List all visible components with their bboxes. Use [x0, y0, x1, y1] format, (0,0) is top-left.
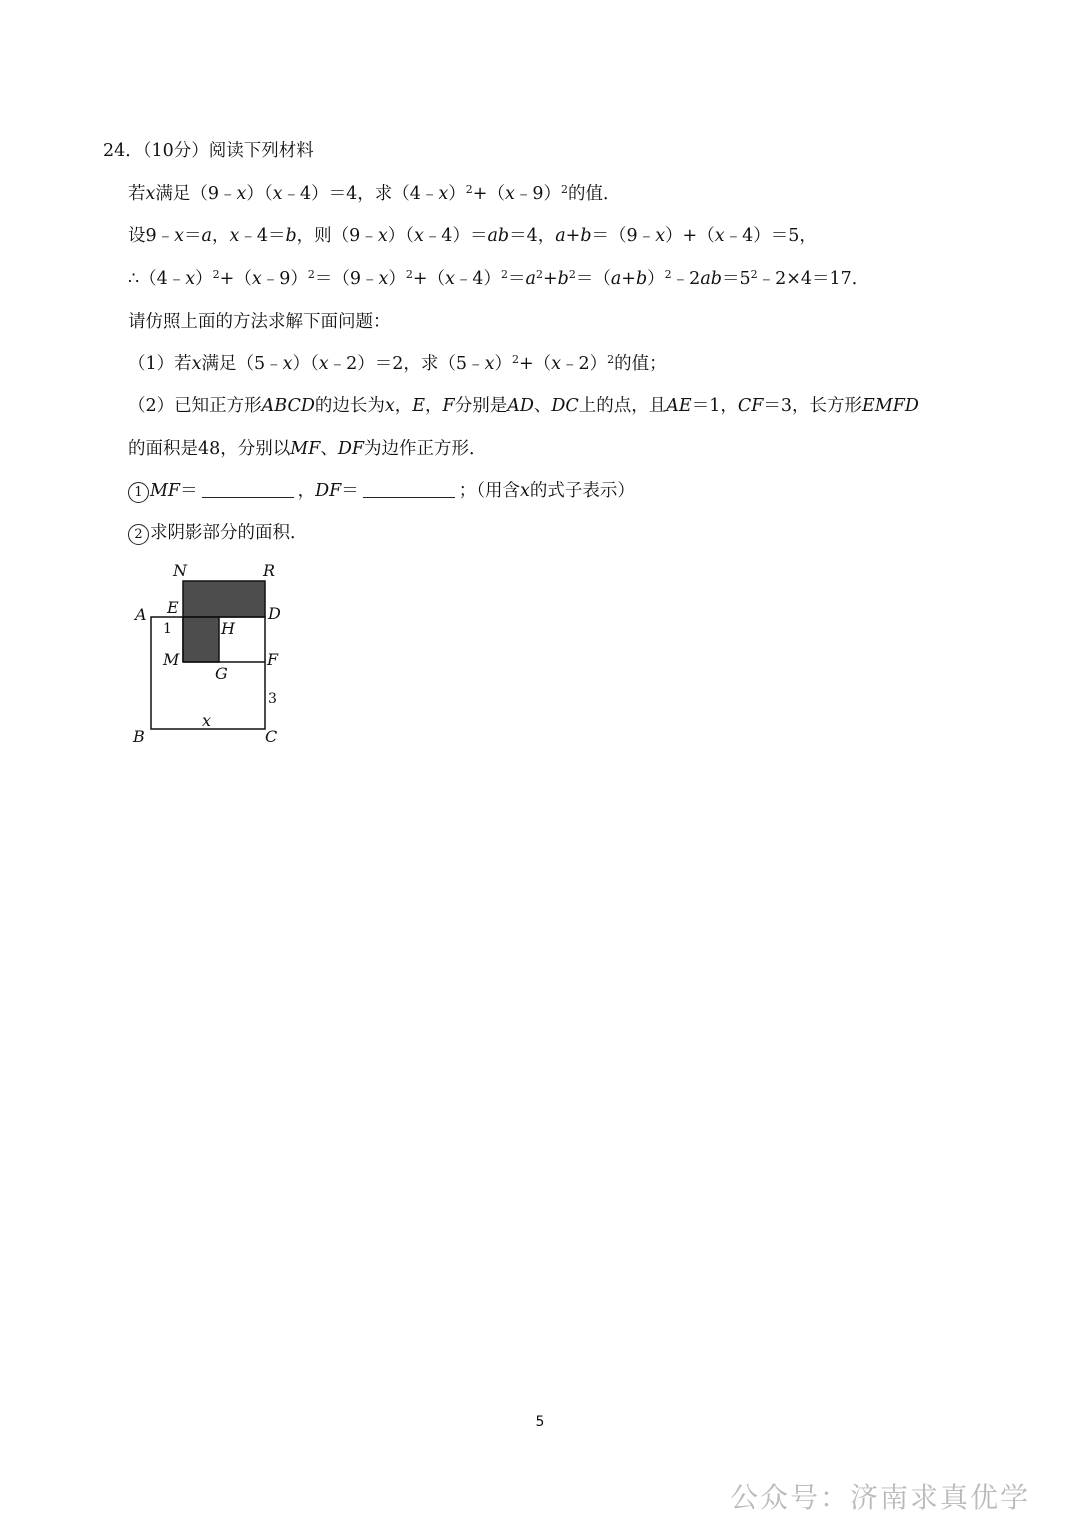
shaded-square-top	[183, 581, 265, 617]
label-d: D	[268, 604, 281, 623]
label-a: A	[135, 605, 147, 624]
label-n: N	[173, 561, 187, 580]
part-1: （1）若x满足（5﹣x）（x﹣2）＝2，求（5﹣x）$^2$+（x﹣2）$^2$的值；	[128, 352, 667, 374]
circled-number-1: 1	[128, 482, 149, 503]
part-2-line-2: 的面积是48，分别以MF、DF为边作正方形．	[128, 439, 487, 459]
label-g: G	[215, 664, 228, 683]
label-e: E	[167, 598, 179, 617]
sub-question-1: 1 MF＝ ，DF＝ ；（用含x的式子表示）	[128, 479, 635, 503]
label-r: R	[263, 561, 276, 580]
label-three: 3	[268, 691, 277, 707]
sub-question-2: 2 求阴影部分的面积．	[128, 521, 308, 545]
mf-answer-blank[interactable]	[202, 479, 294, 498]
label-c: C	[265, 727, 278, 746]
label-f: F	[267, 650, 279, 669]
geometry-figure	[125, 555, 295, 755]
question-title: 24．（10分）阅读下列材料	[103, 141, 314, 161]
material-line-3: $\therefore(4﹣x)^2+(x﹣9)^2=(9﹣x)^2+(x﹣4)^2=a^2+b^2=(a+b)^2﹣2ab=5^2﹣2\times 4=17$．	[128, 267, 870, 289]
circled-number-2: 2	[128, 524, 149, 545]
shaded-square-left	[183, 617, 219, 662]
instruction-text: 请仿照上面的方法求解下面问题：	[128, 312, 391, 332]
label-one: 1	[163, 621, 172, 637]
part-2-line-1: （2）已知正方形ABCD的边长为x，E，F分别是AD、DC上的点，且AE＝1，CF＝3，长方形EMFD	[128, 396, 919, 416]
page-number: 5	[535, 1414, 545, 1430]
material-line-1: 若x满足（9﹣x）（x﹣4）＝4，求（4﹣x）$^2$+（x﹣9）$^2$的值．	[128, 182, 621, 204]
label-h: H	[221, 619, 235, 638]
label-x: x	[202, 711, 212, 730]
material-line-2: 设9﹣x＝a，x﹣4＝b，则（9﹣x）（x﹣4）＝ab＝4，a+b＝（9﹣x）+（x﹣4）＝5，	[128, 226, 817, 246]
df-answer-blank[interactable]	[363, 479, 455, 498]
watermark: 公众号：济南求真优学	[729, 1481, 1030, 1514]
label-m: M	[163, 650, 180, 669]
label-b: B	[133, 727, 145, 746]
